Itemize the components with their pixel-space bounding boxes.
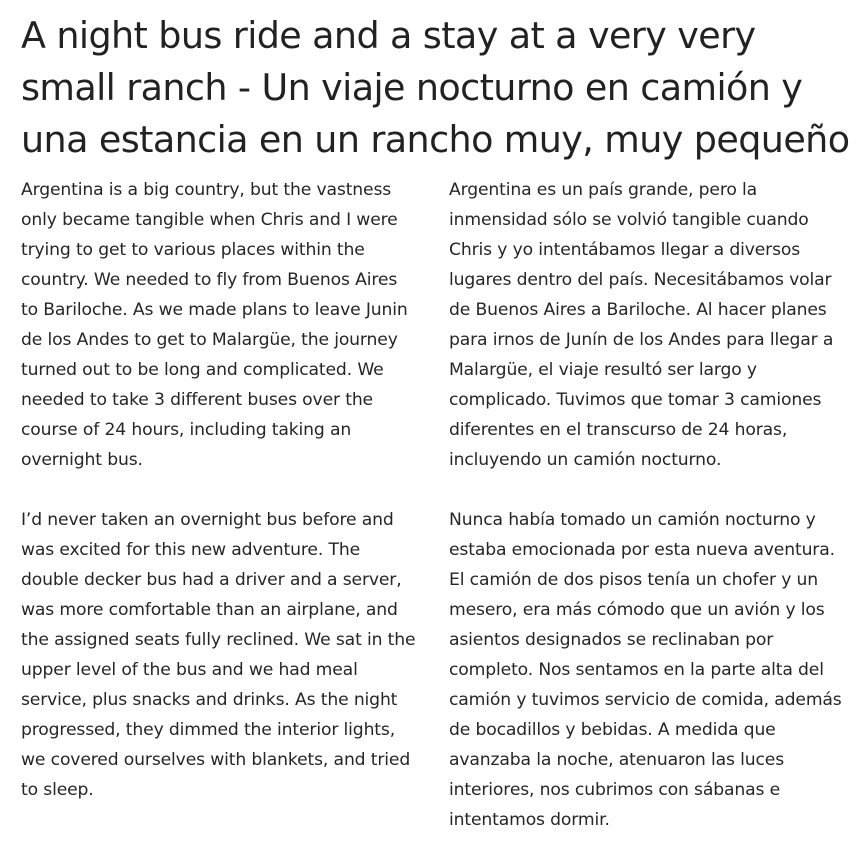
english-paragraph-2: I’d never taken an overnight bus before and was excited for this new adventure. The double decker bus had a driver and a server, was more comfortable than an airplane, and the assigned seats fully reclined. We sat in the upper level of the bus and we had meal service, plus snacks and drinks. As the night progressed, they dimmed the interior lights, we covered ourselves with blankets, and tried to sleep. — [21, 510, 416, 800]
post-title: A night bus ride and a stay at a very very small ranch - Un viaje nocturno en camión y una estancia en un rancho muy, muy pequeño — [21, 14, 850, 161]
spanish-column — [449, 175, 849, 865]
spanish-paragraph-2: Nunca había tomado un camión nocturno y estaba emocionada por esta nueva aventura. El camión de dos pisos tenía un chofer y un mesero, era más cómodo que un avión y los asientos designados se reclinaban por completo. Nos sentamos en la parte alta del camión y tuvimos servicio de comida, además de bocadillos y bebidas. A medida que avanzaba la noche, atenuaron las luces interiores, nos cubrimos con sábanas e intentamos dormir. — [449, 510, 842, 830]
english-column — [21, 175, 419, 835]
english-paragraph-1: Argentina is a big country, but the vastness only became tangible when Chris and I were trying to get to various places within the country. We needed to fly from Buenos Aires to Bariloche. As we made plans to leave Junin de los Andes to get to Malargüe, the journey turned out to be long and complicated. We needed to take 3 different buses over the course of 24 hours, including taking an overnight bus. — [21, 180, 408, 470]
spanish-paragraph-1: Argentina es un país grande, pero la inmensidad sólo se volvió tangible cuando Chris y yo intentábamos llegar a diversos lugares dentro del país. Necesitábamos volar de Buenos Aires a Bariloche. Al hacer planes para irnos de Junín de los Andes para llegar a Malargüe, el viaje resultó ser largo y complicado. Tuvimos que tomar 3 camiones diferentes en el transcurso de 24 horas, incluyendo un camión nocturno. — [449, 180, 834, 470]
